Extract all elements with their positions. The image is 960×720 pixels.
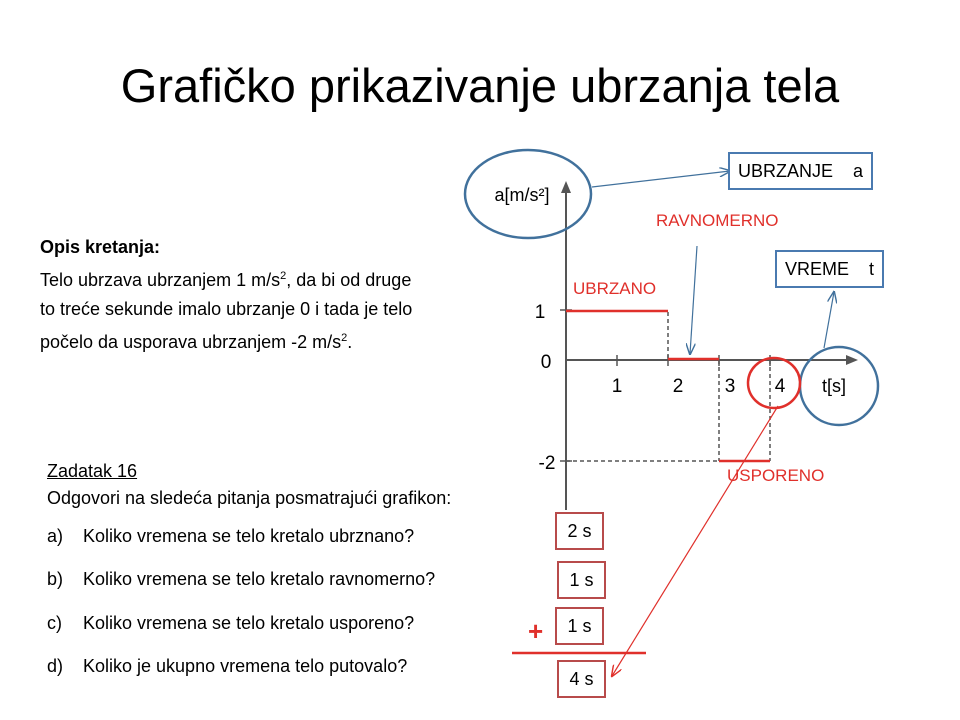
task-instruction: Odgovori na sledeća pitanja posmatrajući grafikon:	[47, 488, 452, 508]
question-c: c) Koliko vremena se telo kretalo usporeno?	[47, 613, 415, 633]
page-title: Grafičko prikazivanje ubrzanja tela	[120, 59, 840, 112]
question-a: a) Koliko vremena se telo kretalo ubrznano?	[47, 526, 415, 546]
arrow-to-time-box	[824, 292, 834, 348]
description-heading: Opis kretanja:	[40, 237, 161, 257]
x-tick-label-4: 4	[774, 376, 786, 397]
label-ravnomerno: RAVNOMERNO	[656, 211, 779, 230]
acceleration-box: UBRZANJE a	[728, 152, 873, 190]
time-box: VREME t	[775, 250, 884, 288]
label-ubrzano: UBRZANO	[573, 279, 657, 298]
question-d: d) Koliko je ukupno vremena telo putovalo?	[47, 656, 408, 676]
plus-sign: +	[528, 616, 544, 646]
answer-d: 4 s	[557, 660, 606, 698]
y-tick-label-0: 0	[540, 352, 552, 373]
answer-a: 2 s	[555, 512, 604, 550]
arrow-to-total-answer	[612, 406, 778, 676]
x-tick-label-3: 3	[724, 376, 736, 397]
x-axis-label: t[s]	[821, 376, 847, 396]
description-line-2: to treće sekunde imalo ubrzanje 0 i tada je telo	[40, 299, 413, 319]
arrow-to-acceleration-box	[592, 171, 730, 187]
task-title: Zadatak 16	[47, 461, 138, 481]
y-tick-label-1: 1	[534, 302, 546, 323]
question-b: b) Koliko vremena se telo kretalo ravnomerno?	[47, 569, 436, 589]
arrow-to-uniform-segment	[690, 246, 697, 354]
x-tick-label-1: 1	[611, 376, 623, 397]
x-tick-label-2: 2	[672, 376, 684, 397]
answer-c: 1 s	[555, 607, 604, 645]
description-line-3: počelo da usporava ubrzanjem -2 $m/s^2$.	[40, 332, 353, 352]
description-line-1: Telo ubrzava ubrzanjem 1 $m/s^2$, da bi od druge	[40, 270, 412, 290]
y-axis-arrow	[561, 181, 571, 193]
label-usporeno: USPORENO	[727, 466, 825, 485]
y-tick-label-minus2: -2	[538, 453, 556, 474]
x-axis-arrow	[846, 355, 858, 365]
answer-b: 1 s	[557, 561, 606, 599]
y-axis-label: a[m/s²]	[494, 185, 550, 205]
